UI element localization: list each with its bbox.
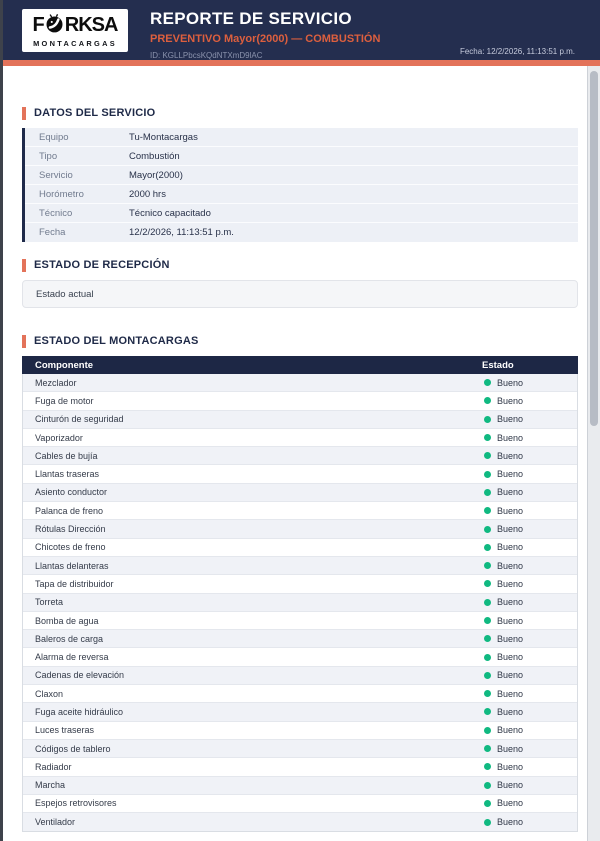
component-row (23, 520, 577, 538)
status-ok-dot-icon (484, 782, 491, 789)
component-status-cell (482, 762, 577, 772)
service-data-panel (22, 128, 578, 242)
service-field-label: Tipo (39, 150, 58, 162)
component-name-cell: Alarma de reversa (35, 652, 109, 663)
component-status-cell (482, 616, 577, 626)
status-label: Bueno (497, 432, 524, 443)
status-label: Bueno (497, 706, 524, 717)
status-ok-dot-icon (484, 745, 491, 752)
status-label: Bueno (497, 688, 524, 699)
forklift-status-heading (22, 334, 578, 348)
component-status-cell (482, 378, 577, 388)
component-row (23, 594, 577, 612)
logo-o-emblem-icon (44, 14, 65, 37)
status-ok-dot-icon (484, 507, 491, 514)
status-label: Bueno (497, 761, 524, 772)
status-label: Bueno (497, 505, 524, 516)
service-data-row (25, 166, 578, 185)
component-status-cell (482, 487, 577, 497)
component-name-cell: Mezclador (35, 377, 77, 388)
status-label: Bueno (497, 377, 524, 388)
service-field-label: Equipo (39, 131, 69, 143)
logo-brand-text (33, 14, 118, 37)
component-status-cell (482, 744, 577, 754)
report-id: ID: KGLLPbcsKQdNTXmD9lAC (150, 51, 263, 60)
component-status-table (22, 356, 578, 832)
scrollbar-track[interactable] (587, 66, 600, 841)
service-type-subtitle: PREVENTIVO Mayor(2000) — COMBUSTIÓN (150, 33, 381, 45)
section-forklift-status (22, 334, 578, 832)
component-status-cell (482, 707, 577, 717)
service-field-label: Servicio (39, 169, 73, 181)
component-row (23, 813, 577, 831)
component-status-cell (482, 451, 577, 461)
component-status-cell (482, 542, 577, 552)
header-text-block (150, 0, 380, 60)
status-label: Bueno (497, 725, 524, 736)
forksa-logo (22, 9, 128, 52)
component-status-cell (482, 469, 577, 479)
status-label: Bueno (497, 487, 524, 498)
component-row (23, 484, 577, 502)
component-row (23, 557, 577, 575)
status-label: Bueno (497, 615, 524, 626)
service-data-heading (22, 106, 578, 120)
status-label: Bueno (497, 542, 524, 553)
component-name-cell: Chicotes de freno (35, 542, 106, 553)
status-ok-dot-icon (484, 672, 491, 679)
service-field-label: Horómetro (39, 188, 84, 200)
component-name-cell: Tapa de distribuidor (35, 578, 114, 589)
column-header-componente: Componente (35, 359, 94, 371)
component-status-cell (482, 798, 577, 808)
component-name-cell: Fuga aceite hidráulico (35, 706, 124, 717)
component-row (23, 740, 577, 758)
component-name-cell: Cables de bujía (35, 450, 98, 461)
status-label: Bueno (497, 817, 524, 828)
status-ok-dot-icon (484, 526, 491, 533)
component-name-cell: Llantas traseras (35, 469, 100, 480)
component-name-cell: Vaporizador (35, 432, 83, 443)
status-ok-dot-icon (484, 635, 491, 642)
status-label: Bueno (497, 633, 524, 644)
component-name-cell: Palanca de freno (35, 505, 104, 516)
status-label: Bueno (497, 395, 524, 406)
logo-subtext: MONTACARGAS (33, 38, 117, 48)
component-status-cell (482, 524, 577, 534)
component-row (23, 777, 577, 795)
component-row (23, 722, 577, 740)
component-status-cell (482, 689, 577, 699)
service-field-value: Combustión (129, 150, 180, 162)
component-name-cell: Marcha (35, 780, 66, 791)
component-row (23, 539, 577, 557)
status-label: Bueno (497, 652, 524, 663)
component-name-cell: Códigos de tablero (35, 743, 111, 754)
report-body (0, 66, 600, 832)
scrollbar-thumb[interactable] (590, 71, 598, 426)
component-name-cell: Asiento conductor (35, 487, 108, 498)
component-name-cell: Bomba de agua (35, 615, 99, 626)
status-label: Bueno (497, 798, 524, 809)
heading-accent-mark (22, 259, 26, 272)
component-name-cell: Fuga de motor (35, 395, 94, 406)
status-label: Bueno (497, 469, 524, 480)
component-name-cell: Cadenas de elevación (35, 670, 125, 681)
column-header-estado: Estado (482, 359, 514, 371)
status-ok-dot-icon (484, 489, 491, 496)
component-name-cell: Ventilador (35, 817, 76, 828)
status-ok-dot-icon (484, 708, 491, 715)
service-data-row (25, 223, 578, 242)
status-ok-dot-icon (484, 452, 491, 459)
status-ok-dot-icon (484, 397, 491, 404)
component-status-cell (482, 725, 577, 735)
reception-status-box: Estado actual (22, 280, 578, 308)
component-row (23, 612, 577, 630)
table-body (23, 374, 577, 831)
component-name-cell: Radiador (35, 761, 72, 772)
service-data-row (25, 147, 578, 166)
section-service-data (22, 106, 578, 242)
service-field-value: 12/2/2026, 11:13:51 p.m. (129, 227, 234, 238)
service-data-row (25, 128, 578, 147)
component-status-cell (482, 670, 577, 680)
component-row (23, 758, 577, 776)
service-data-row (25, 185, 578, 204)
component-status-cell (482, 433, 577, 443)
component-name-cell: Baleros de carga (35, 633, 104, 644)
heading-accent-mark (22, 107, 26, 120)
status-ok-dot-icon (484, 800, 491, 807)
status-ok-dot-icon (484, 379, 491, 386)
status-ok-dot-icon (484, 471, 491, 478)
status-ok-dot-icon (484, 416, 491, 423)
component-row (23, 502, 577, 520)
component-status-cell (482, 579, 577, 589)
component-row (23, 374, 577, 392)
component-name-cell: Llantas delanteras (35, 560, 109, 571)
service-field-value: 2000 hrs (129, 188, 166, 200)
service-field-value: Tu-Montacargas (129, 131, 198, 143)
status-ok-dot-icon (484, 617, 491, 624)
reception-heading (22, 258, 578, 272)
component-row (23, 667, 577, 685)
component-status-cell (482, 597, 577, 607)
status-label: Bueno (497, 524, 524, 535)
status-label: Bueno (497, 560, 524, 571)
component-name-cell: Cinturón de seguridad (35, 414, 124, 425)
component-name-cell: Luces traseras (35, 725, 95, 736)
service-field-label: Técnico (39, 207, 73, 219)
component-row (23, 465, 577, 483)
window-left-edge (0, 0, 3, 841)
status-ok-dot-icon (484, 434, 491, 441)
status-ok-dot-icon (484, 654, 491, 661)
component-row (23, 575, 577, 593)
service-field-label: Fecha (39, 227, 66, 238)
status-ok-dot-icon (484, 544, 491, 551)
section-reception (22, 258, 578, 308)
logo-brand-first-letter: F (32, 14, 44, 36)
component-name-cell: Espejos retrovisores (35, 798, 117, 809)
section-title: DATOS DEL SERVICIO (34, 107, 156, 119)
page-title: REPORTE DE SERVICIO (150, 9, 352, 28)
service-field-value: Mayor(2000) (129, 169, 183, 181)
status-ok-dot-icon (484, 763, 491, 770)
component-status-cell (482, 634, 577, 644)
component-status-cell (482, 414, 577, 424)
component-status-cell (482, 817, 577, 827)
status-label: Bueno (497, 670, 524, 681)
status-label: Bueno (497, 780, 524, 791)
component-row (23, 795, 577, 813)
report-header (0, 0, 600, 60)
service-data-row (25, 204, 578, 223)
table-header-row (22, 356, 578, 374)
status-label: Bueno (497, 414, 524, 425)
component-row (23, 411, 577, 429)
component-row (23, 685, 577, 703)
status-ok-dot-icon (484, 580, 491, 587)
section-title: ESTADO DE RECEPCIÓN (34, 259, 170, 271)
section-title: ESTADO DEL MONTACARGAS (34, 335, 199, 347)
component-name-cell: Rótulas Dirección (35, 524, 106, 535)
report-date: Fecha: 12/2/2026, 11:13:51 p.m. (459, 47, 575, 56)
status-label: Bueno (497, 743, 524, 754)
component-row (23, 392, 577, 410)
component-name-cell: Torreta (35, 597, 64, 608)
logo-brand-rest-letters: RKSA (64, 14, 118, 36)
component-status-cell (482, 506, 577, 516)
component-status-cell (482, 396, 577, 406)
component-status-cell (482, 780, 577, 790)
status-ok-dot-icon (484, 690, 491, 697)
status-label: Bueno (497, 597, 524, 608)
component-name-cell: Claxon (35, 688, 64, 699)
status-ok-dot-icon (484, 727, 491, 734)
component-row (23, 630, 577, 648)
status-ok-dot-icon (484, 819, 491, 826)
status-ok-dot-icon (484, 562, 491, 569)
component-row (23, 648, 577, 666)
component-row (23, 703, 577, 721)
component-row (23, 429, 577, 447)
component-status-cell (482, 652, 577, 662)
heading-accent-mark (22, 335, 26, 348)
status-label: Bueno (497, 578, 524, 589)
service-field-value: Técnico capacitado (129, 207, 211, 219)
component-status-cell (482, 561, 577, 571)
status-label: Bueno (497, 450, 524, 461)
component-row (23, 447, 577, 465)
status-ok-dot-icon (484, 599, 491, 606)
